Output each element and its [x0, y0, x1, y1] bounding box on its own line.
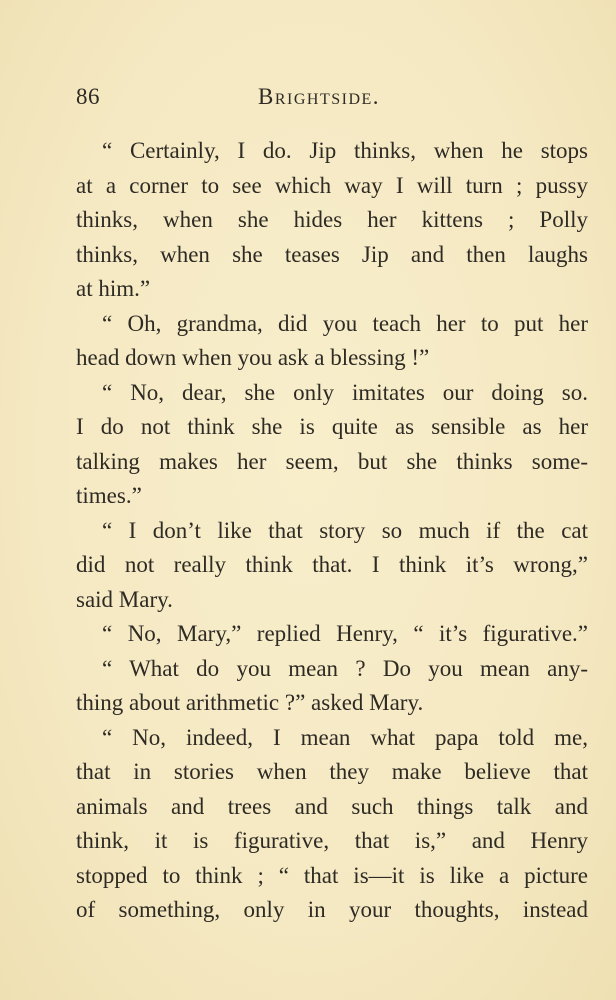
text-line: animals and trees and such things talk and: [76, 793, 588, 819]
text-line: thing about arithmetic ?” asked Mary.: [76, 690, 424, 715]
page-header: [76, 84, 586, 114]
body-text: [76, 134, 588, 928]
text-line: at him.”: [76, 276, 151, 301]
text-line: said Mary.: [76, 586, 173, 612]
text-line: stopped to think ; “ that is—it is like a picture: [76, 862, 588, 888]
text-line: talking makes her seem, but she thinks some-: [76, 448, 588, 474]
text-line: that in stories when they make believe that: [76, 759, 588, 784]
text-line: head down when you ask a blessing !”: [76, 345, 430, 370]
text-line: “ No, dear, she only imitates our doing so.: [102, 379, 588, 405]
text-line: “ No, indeed, I mean what papa told me,: [102, 724, 588, 750]
text-line: thinks, when she hides her kittens ; Polly: [76, 207, 588, 232]
text-line: “ What do you mean ? Do you mean any-: [102, 655, 588, 681]
text-line: “ I don’t like that story so much if the cat: [102, 517, 588, 543]
text-line: thinks, when she teases Jip and then laughs: [76, 241, 588, 267]
text-line: at a corner to see which way I will turn ; pussy: [76, 172, 588, 198]
text-line: of something, only in your thoughts, instead: [76, 897, 588, 922]
text-line: times.”: [76, 483, 142, 508]
page-number: 86: [76, 84, 100, 109]
text-line: “ Certainly, I do. Jip thinks, when he stops: [102, 138, 588, 163]
running-head: Brightside.: [258, 84, 381, 109]
text-line: “ No, Mary,” replied Henry, “ it’s figurative.”: [102, 621, 588, 646]
text-line: did not really think that. I think it’s wrong,”: [76, 552, 588, 577]
text-line: I do not think she is quite as sensible as her: [76, 414, 588, 439]
text-line: “ Oh, grandma, did you teach her to put her: [102, 310, 588, 336]
text-line: think, it is figurative, that is,” and Henry: [76, 828, 588, 853]
